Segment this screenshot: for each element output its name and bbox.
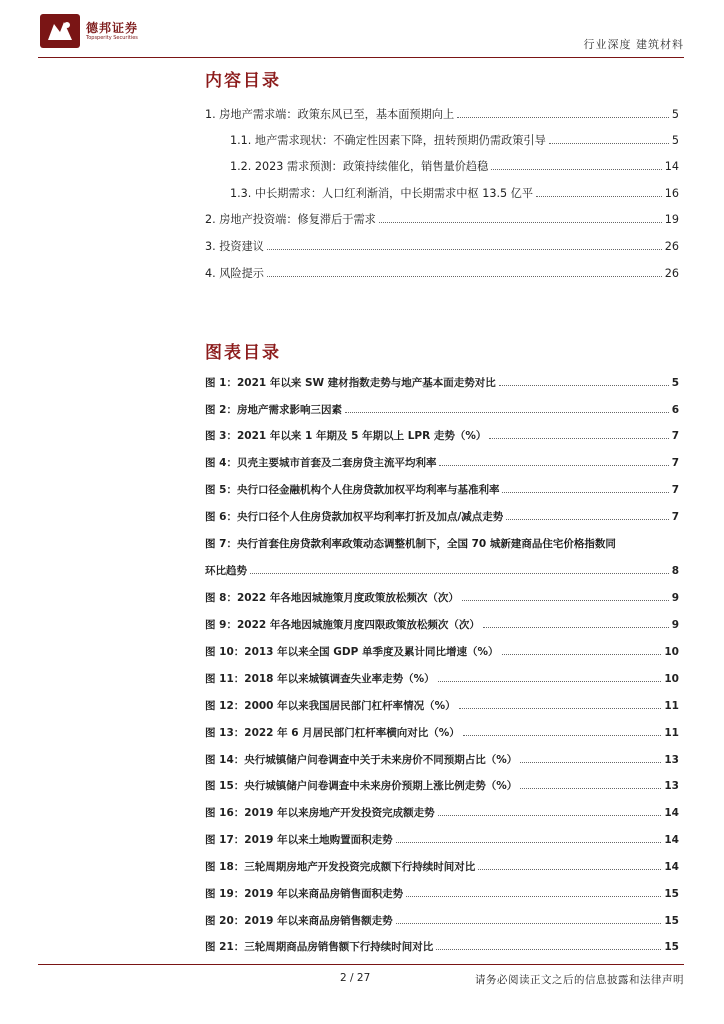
figure-item-page: 7 <box>671 430 679 442</box>
toc-leader-dots <box>250 563 669 574</box>
logo-company-name: 德邦证券 <box>86 20 139 35</box>
toc-leader-dots <box>463 725 662 736</box>
toc-item[interactable] <box>205 211 679 227</box>
footer-divider <box>38 964 684 965</box>
figure-item-page: 11 <box>664 727 679 739</box>
figure-item[interactable] <box>205 859 679 875</box>
figure-item-label: 图 13：2022 年 6 月居民部门杠杆率横向对比（%） <box>205 727 460 739</box>
toc-item-page: 19 <box>664 213 679 226</box>
figure-item-page: 13 <box>664 780 679 792</box>
toc-leader-dots <box>345 402 669 413</box>
toc-leader-dots <box>438 805 662 816</box>
toc-leader-dots <box>520 752 661 763</box>
figure-item-page: 7 <box>671 484 679 496</box>
figure-item-label: 图 11：2018 年以来城镇调查失业率走势（%） <box>205 673 435 685</box>
figure-item[interactable] <box>205 832 679 848</box>
figure-item-label: 图 1：2021 年以来 SW 建材指数走势与地产基本面走势对比 <box>205 377 496 389</box>
toc-leader-dots <box>499 375 669 386</box>
toc-item[interactable] <box>205 106 679 122</box>
figure-item-label: 图 14：央行城镇储户问卷调查中关于未来房价不同预期占比（%） <box>205 754 518 766</box>
figure-item-label: 图 5：央行口径金融机构个人住房贷款加权平均利率与基准利率 <box>205 484 500 496</box>
header-divider <box>38 57 684 58</box>
disclaimer-note: 请务必阅读正文之后的信息披露和法律声明 <box>475 974 684 986</box>
toc-leader-dots <box>379 212 662 223</box>
toc-leader-dots <box>549 133 669 144</box>
figure-item-page: 15 <box>664 915 679 927</box>
company-logo <box>40 14 138 48</box>
figure-item-label-continued: 环比趋势 <box>205 565 247 577</box>
toc-item[interactable] <box>205 265 679 281</box>
figures-title: 图表目录 <box>205 343 281 363</box>
figure-item[interactable] <box>205 752 679 768</box>
toc-item[interactable] <box>205 238 679 254</box>
toc-item[interactable] <box>230 132 679 148</box>
figure-item-page: 13 <box>664 754 679 766</box>
figure-item-label: 图 2：房地产需求影响三因素 <box>205 404 342 416</box>
figure-item-page: 14 <box>664 861 679 873</box>
figure-item[interactable] <box>205 428 679 444</box>
figure-item-label: 图 17：2019 年以来土地购置面积走势 <box>205 834 393 846</box>
toc-leader-dots <box>520 778 661 789</box>
figure-item-continued[interactable] <box>205 563 679 579</box>
page-number: 2 / 27 <box>340 972 371 984</box>
figure-item-label: 图 21：三轮周期商品房销售额下行持续时间对比 <box>205 941 434 953</box>
toc-item-label: 1.3. 中长期需求：人口红利渐消，中长期需求中枢 13.5 亿平 <box>230 187 534 200</box>
toc-leader-dots <box>502 644 662 655</box>
figure-item-page: 15 <box>664 888 679 900</box>
figure-item[interactable] <box>205 509 679 525</box>
report-category: 行业深度 建筑材料 <box>583 38 684 51</box>
figure-item[interactable] <box>205 671 679 687</box>
figure-item[interactable] <box>205 375 679 391</box>
figure-item[interactable] <box>205 402 679 418</box>
toc-leader-dots <box>396 832 662 843</box>
figure-item-label: 图 4：贝壳主要城市首套及二套房贷主流平均利率 <box>205 457 437 469</box>
toc-item[interactable] <box>230 158 679 174</box>
figure-item[interactable] <box>205 913 679 929</box>
figure-item[interactable] <box>205 590 679 606</box>
figure-item-label: 图 15：央行城镇储户问卷调查中未来房价预期上涨比例走势（%） <box>205 780 518 792</box>
figure-item-page: 10 <box>664 646 679 658</box>
toc-item-label: 1. 房地产需求端：政策东风已至，基本面预期向上 <box>205 108 455 121</box>
toc-item-page: 26 <box>664 267 679 280</box>
figure-item-page: 15 <box>664 941 679 953</box>
toc-item-page: 26 <box>664 240 679 253</box>
toc-leader-dots <box>483 617 669 628</box>
figure-item[interactable] <box>205 482 679 498</box>
figure-item[interactable] <box>205 725 679 741</box>
figure-item-label: 图 10：2013 年以来全国 GDP 单季度及累计同比增速（%） <box>205 646 499 658</box>
figure-item-page: 5 <box>671 377 679 389</box>
figure-item-page: 14 <box>664 834 679 846</box>
contents-title: 内容目录 <box>205 71 281 91</box>
toc-item-label: 1.2. 2023 需求预测：政策持续催化，销售量价趋稳 <box>230 160 489 173</box>
figure-item[interactable] <box>205 778 679 794</box>
toc-leader-dots <box>506 509 668 520</box>
toc-leader-dots <box>491 159 661 170</box>
figure-item-label: 图 12：2000 年以来我国居民部门杠杆率情况（%） <box>205 700 456 712</box>
figure-item[interactable] <box>205 886 679 902</box>
figure-item-label: 图 19：2019 年以来商品房销售面积走势 <box>205 888 404 900</box>
toc-leader-dots <box>267 266 662 277</box>
toc-item-page: 5 <box>671 134 679 147</box>
toc-item-page: 5 <box>671 108 679 121</box>
figure-item[interactable] <box>205 455 679 471</box>
figure-item-label: 图 3：2021 年以来 1 年期及 5 年期以上 LPR 走势（%） <box>205 430 487 442</box>
logo-icon <box>40 14 80 48</box>
figure-item[interactable] <box>205 644 679 660</box>
toc-item-page: 14 <box>664 160 679 173</box>
toc-leader-dots <box>489 428 668 439</box>
figure-item-page: 7 <box>671 511 679 523</box>
page-header <box>38 12 684 58</box>
toc-item-label: 2. 房地产投资端：修复滞后于需求 <box>205 213 376 226</box>
figure-item-page: 14 <box>664 807 679 819</box>
figure-item-label: 图 8：2022 年各地因城施策月度政策放松频次（次） <box>205 592 459 604</box>
figure-item-page: 9 <box>671 619 679 631</box>
toc-leader-dots <box>439 455 668 466</box>
toc-leader-dots <box>462 590 669 601</box>
toc-leader-dots <box>457 107 669 118</box>
toc-leader-dots <box>438 671 662 682</box>
figure-item-label: 图 16：2019 年以来房地产开发投资完成额走势 <box>205 807 435 819</box>
toc-item[interactable] <box>230 185 679 201</box>
figure-item[interactable] <box>205 617 679 633</box>
figure-item-first-line[interactable] <box>205 536 679 552</box>
toc-item-page: 16 <box>664 187 679 200</box>
logo-company-english: Topsperity Securities <box>86 34 138 41</box>
figure-item-page: 8 <box>671 565 679 577</box>
figure-item-label: 图 6：央行口径个人住房贷款加权平均利率打折及加点/减点走势 <box>205 511 504 523</box>
figure-item-page: 9 <box>671 592 679 604</box>
toc-leader-dots <box>478 859 661 870</box>
figure-item-page: 7 <box>671 457 679 469</box>
toc-item-label: 4. 风险提示 <box>205 267 264 280</box>
toc-item-label: 3. 投资建议 <box>205 240 264 253</box>
figure-item[interactable] <box>205 805 679 821</box>
toc-leader-dots <box>436 939 661 950</box>
toc-leader-dots <box>406 886 661 897</box>
figure-item-label: 图 18：三轮周期房地产开发投资完成额下行持续时间对比 <box>205 861 476 873</box>
toc-leader-dots <box>536 186 662 197</box>
figure-item-label: 图 20：2019 年以来商品房销售额走势 <box>205 915 393 927</box>
toc-leader-dots <box>396 913 662 924</box>
figure-item[interactable] <box>205 939 679 955</box>
figure-item-label: 图 7：央行首套住房贷款利率政策动态调整机制下，全国 70 城新建商品住宅价格指数同 <box>205 538 616 550</box>
toc-item-label: 1.1. 地产需求现状：不确定性因素下降，扭转预期仍需政策引导 <box>230 134 546 147</box>
figure-item-label: 图 9：2022 年各地因城施策月度四限政策放松频次（次） <box>205 619 480 631</box>
figure-item-page: 6 <box>671 404 679 416</box>
toc-leader-dots <box>502 482 668 493</box>
figure-item[interactable] <box>205 698 679 714</box>
toc-leader-dots <box>267 239 662 250</box>
toc-leader-dots <box>459 698 662 709</box>
figure-item-page: 10 <box>664 673 679 685</box>
figure-item-page: 11 <box>664 700 679 712</box>
